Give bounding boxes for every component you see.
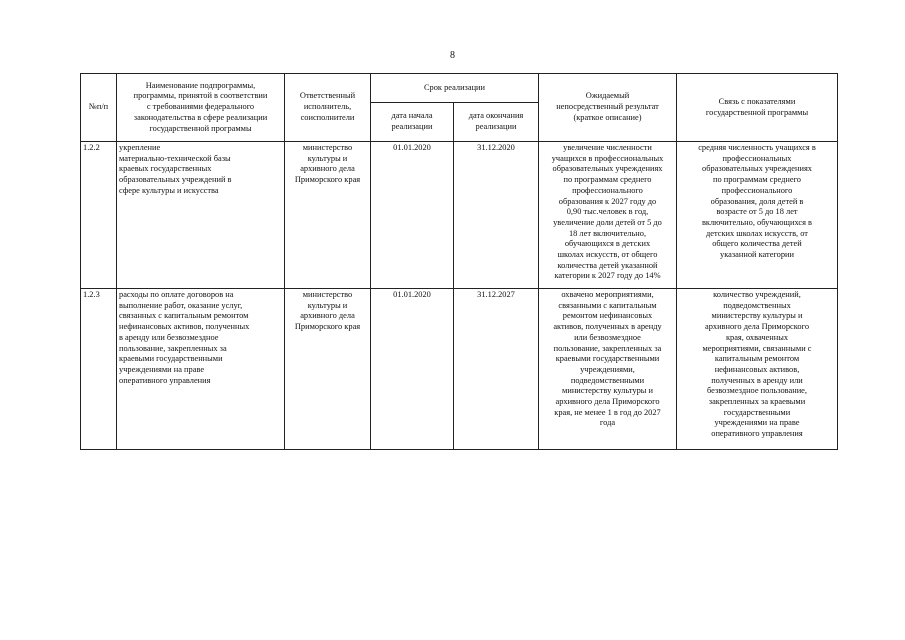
row-start-date: 01.01.2020: [371, 289, 454, 450]
row-end-date: 31.12.2027: [454, 289, 539, 450]
row-num: 1.2.3: [81, 289, 117, 450]
header-term: Срок реализации: [371, 74, 539, 103]
row-responsible: министерство культуры и архивного дела Приморского края: [285, 289, 371, 450]
header-responsible: Ответственный исполнитель, соисполнители: [285, 74, 371, 142]
row-name: расходы по оплате договоров на выполнение работ, оказание услуг, связанных с капитальным ремонтом нефинансовых активов, полученных в аренду или безвозмездное пользование, закрепленных за краевыми государственными учреждениями на праве оперативного управления: [117, 289, 285, 450]
header-name: Наименование подпрограммы, программы, принятой в соответствии с требованиями федерального законодательства в сфере реализации государственной программы: [117, 74, 285, 142]
program-table: [80, 73, 838, 450]
row-link: средняя численность учащихся в профессиональных образовательных учреждениях по программам среднего профессионального образования, доля детей в возрасте от 5 до 18 лет включительно, обучающихся в детских школах искусств, от общего количества детей указанной категории: [677, 142, 838, 289]
row-end-date: 31.12.2020: [454, 142, 539, 289]
row-start-date: 01.01.2020: [371, 142, 454, 289]
page-number: 8: [450, 50, 455, 61]
header-end-date: дата окончания реализации: [454, 103, 539, 142]
row-link: количество учреждений, подведомственных министерству культуры и архивного дела Приморского края, охваченных мероприятиями, связанными с капитальным ремонтом нефинансовых активов, полученных в аренду или безвозмездное пользование, закрепленных за краевыми государственными учреждениями на праве оперативного управления: [677, 289, 838, 450]
table-row: [81, 289, 838, 450]
table-header-row: [81, 74, 838, 103]
row-result: охвачено мероприятиями, связанными с капитальным ремонтом нефинансовых активов, полученных в аренду или безвозмездное пользование, закрепленных за краевыми государственными учреждениями, подведомственными министерству культуры и архивного дела Приморского края, не менее 1 в год до 2027 года: [539, 289, 677, 450]
row-responsible: министерство культуры и архивного дела Приморского края: [285, 142, 371, 289]
header-result: Ожидаемый непосредственный результат (краткое описание): [539, 74, 677, 142]
row-result: увеличение численности учащихся в профессиональных образовательных учреждениях по программам среднего профессионального образования к 2027 году до 0,90 тыс.человек в год, увеличение доли детей от 5 до 18 лет включительно, обучающихся в детских школах искусств, от общего количества детей указанной категории к 2027 году до 14%: [539, 142, 677, 289]
row-name: укрепление материально-технической базы краевых государственных образовательных учреждений в сфере культуры и искусства: [117, 142, 285, 289]
header-num: №п/п: [81, 74, 117, 142]
row-num: 1.2.2: [81, 142, 117, 289]
header-link: Связь с показателями государственной программы: [677, 74, 838, 142]
header-start-date: дата начала реализации: [371, 103, 454, 142]
table-row: [81, 142, 838, 289]
